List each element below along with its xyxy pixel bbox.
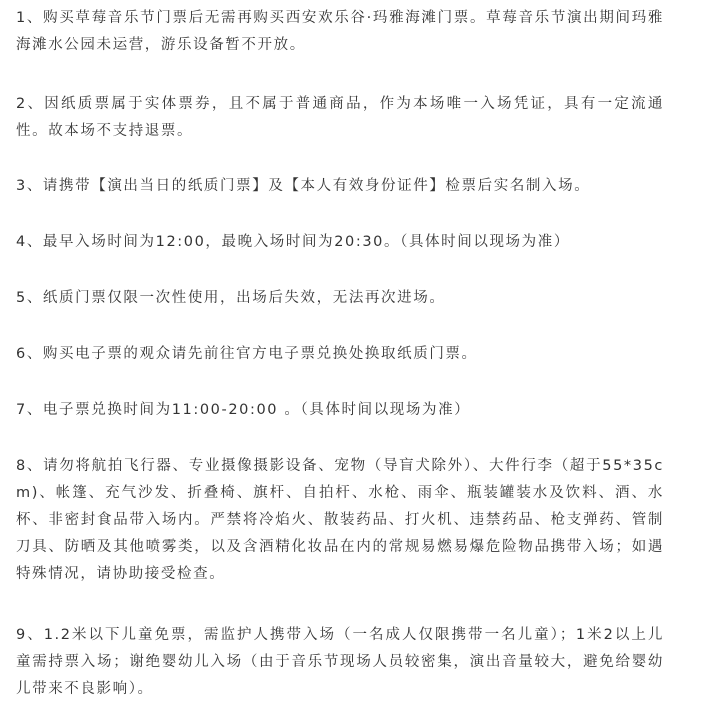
- notice-item-2: 2、因纸质票属于实体票券，且不属于普通商品，作为本场唯一入场凭证，具有一定流通性。故本场不支持退票。: [16, 96, 664, 139]
- notice-item-3: 3、请携带【演出当日的纸质门票】及【本人有效身份证件】检票后实名制入场。: [16, 178, 591, 194]
- notice-item-7: 7、电子票兑换时间为11:00-20:00 。（具体时间以现场为准）: [16, 402, 471, 418]
- notice-item-4: 4、最早入场时间为12:00，最晚入场时间为20:30。（具体时间以现场为准）: [16, 234, 570, 250]
- notice-item-1: 1、购买草莓音乐节门票后无需再购买西安欢乐谷·玛雅海滩门票。草莓音乐节演出期间玛雅海滩水公园未运营，游乐设备暂不开放。: [16, 10, 664, 53]
- notice-item-9: 9、1.2米以下儿童免票，需监护人携带入场（一名成人仅限携带一名儿童）；1米2以上儿童需持票入场；谢绝婴幼儿入场（由于音乐节现场人员较密集，演出音量较大，避免给婴幼儿带来不良影响）。: [16, 627, 664, 697]
- notice-item-8: 8、请勿将航拍飞行器、专业摄像摄影设备、宠物（导盲犬除外）、大件行李（超于55*35cm)、帐篷、充气沙发、折叠椅、旗杆、自拍杆、水枪、雨伞、瓶装罐装水及饮料、酒、水杯、非密封食品带入场内。严禁将冷焰火、散装药品、打火机、违禁药品、枪支弹药、管制刀具、防晒及其他喷雾类，以及含酒精化妆品在内的常规易燃易爆危险物品携带入场；如遇特殊情况，请协助接受检查。: [16, 458, 664, 582]
- notice-item-6: 6、购买电子票的观众请先前往官方电子票兑换处换取纸质门票。: [16, 346, 478, 362]
- notice-item-5: 5、纸质门票仅限一次性使用，出场后失效，无法再次进场。: [16, 290, 446, 306]
